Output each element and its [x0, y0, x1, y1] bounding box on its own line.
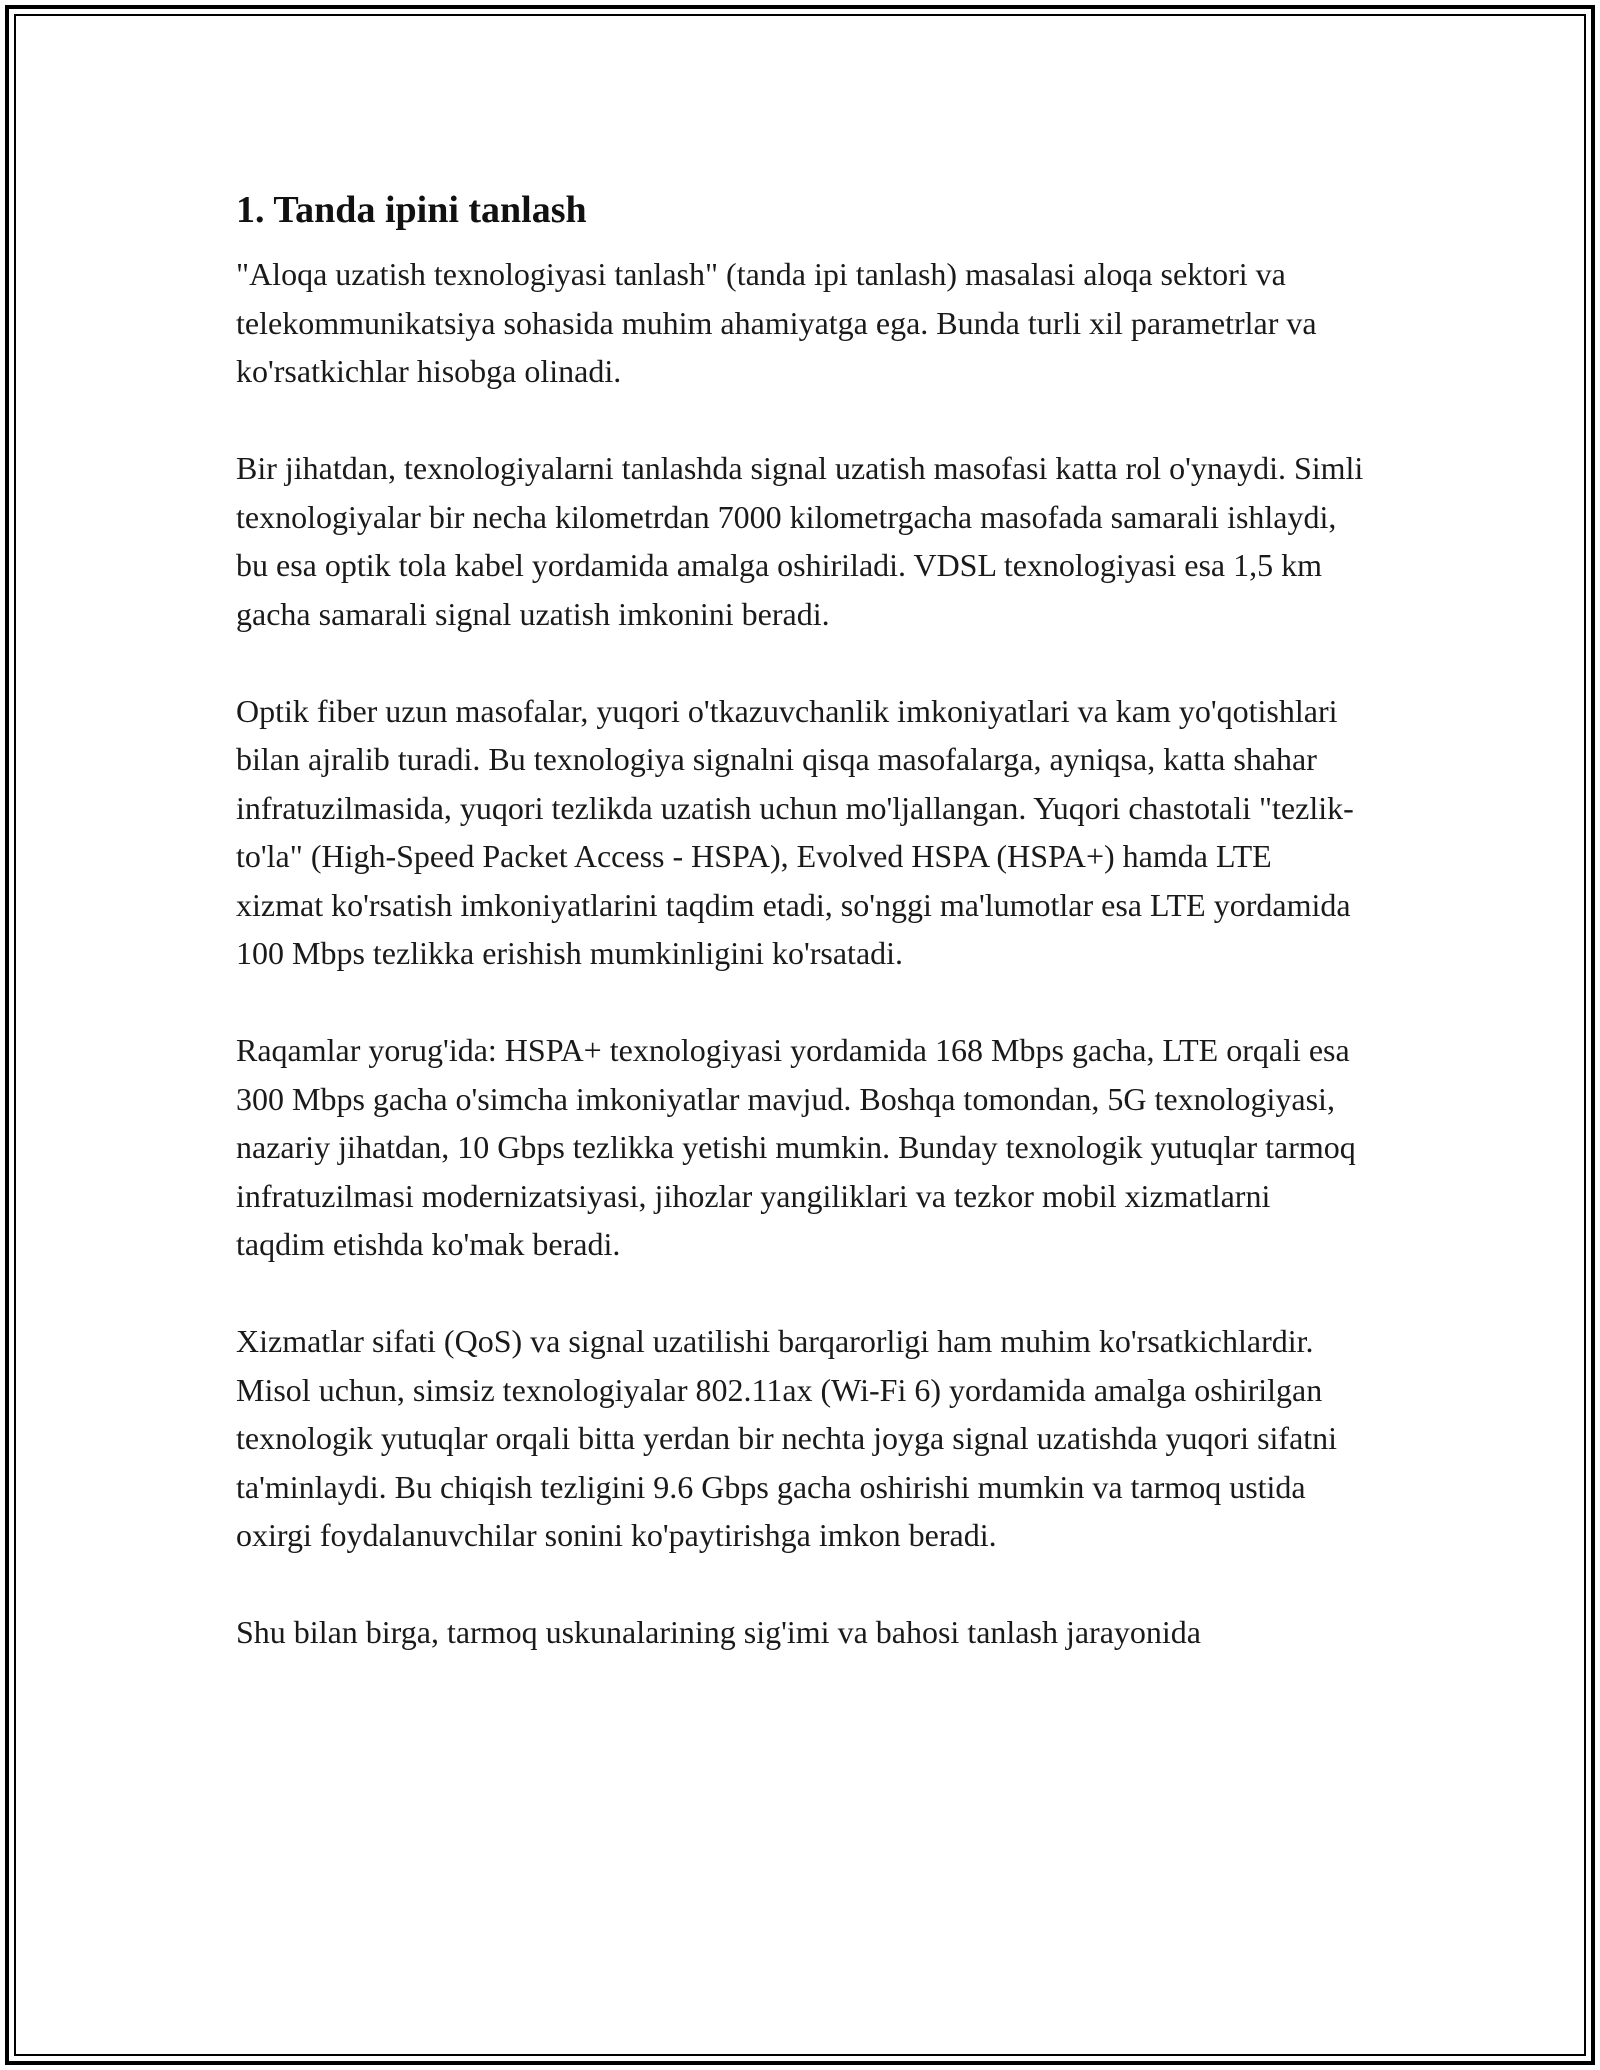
- paragraph-optical-fiber: Optik fiber uzun masofalar, yuqori o'tkazuvchanlik imkoniyatlari va kam yo'qotishlari bilan ajralib turadi. Bu texnologiya signalni qisqa masofalarga, ayniqsa, katta shahar infratuzilmasida, yuqori tezlikda uzatish uchun mo'ljallangan. Yuqori chastotali "tezlik-to'la" (High-Speed Packet Access - HSPA), Evolved HSPA (HSPA+) hamda LTE xizmat ko'rsatish imkoniyatlarini taqdim etadi, so'nggi ma'lumotlar esa LTE yordamida 100 Mbps tezlikka erishish mumkinligini ko'rsatadi.: [236, 692, 1354, 971]
- section-heading: 1. Tanda ipini tanlash: [236, 189, 587, 231]
- paragraph-distance: Bir jihatdan, texnologiyalarni tanlashda signal uzatish masofasi katta rol o'ynaydi. Simli texnologiyalar bir necha kilometrdan 7000 kilometrgacha masofada samarali ishlaydi, bu esa optik tola kabel yordamida amalga oshiriladi. VDSL texnologiyasi esa 1,5 km gacha samarali signal uzatish imkonini beradi.: [236, 450, 1364, 632]
- paragraph-equipment: Shu bilan birga, tarmoq uskunalarining sig'imi va bahosi tanlash jarayonida: [236, 1614, 1201, 1650]
- paragraph-figures: Raqamlar yorug'ida: HSPA+ texnologiyasi yordamida 168 Mbps gacha, LTE orqali esa 300 Mbps gacha o'simcha imkoniyatlar mavjud. Boshqa tomondan, 5G texnologiyasi, nazariy jihatdan, 10 Gbps tezlikka yetishi mumkin. Bunday texnologik yutuqlar tarmoq infratuzilmasi modernizatsiyasi, jihozlar yangiliklari va tezkor mobil xizmatlarni taqdim etishda ko'mak beradi.: [236, 1032, 1356, 1262]
- document-body: [236, 186, 1366, 1657]
- paragraph-qos: Xizmatlar sifati (QoS) va signal uzatilishi barqarorligi ham muhim ko'rsatkichlardir. Misol uchun, simsiz texnologiyalar 802.11ax (Wi-Fi 6) yordamida amalga oshirilgan texnologik yutuqlar orqali bitta yerdan bir nechta joyga signal uzatishda yuqori sifatni ta'minlaydi. Bu chiqish tezligini 9.6 Gbps gacha oshirishi mumkin va tarmoq ustida oxirgi foydalanuvchilar sonini ko'paytirishga imkon beradi.: [236, 1323, 1338, 1553]
- paragraph-intro: "Aloqa uzatish texnologiyasi tanlash" (tanda ipi tanlash) masalasi aloqa sektori va telekommunikatsiya sohasida muhim ahamiyatga ega. Bunda turli xil parametrlar va ko'rsatkichlar hisobga olinadi.: [236, 256, 1317, 389]
